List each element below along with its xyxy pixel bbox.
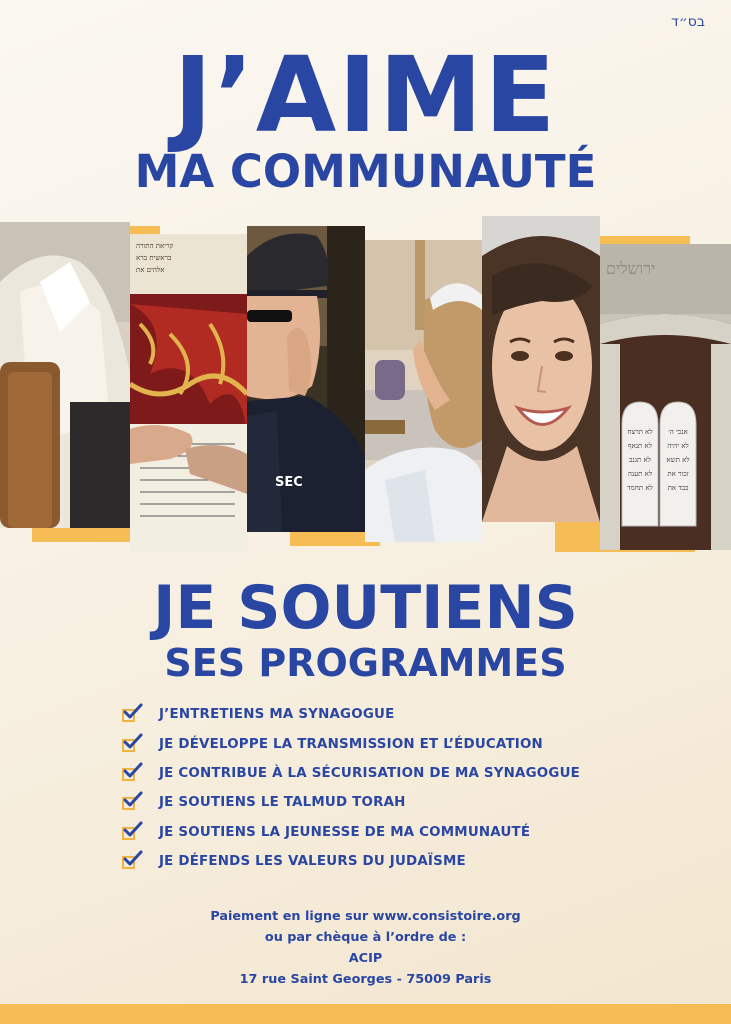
checkbox-check-icon [122,765,139,782]
tablet-left-line: לא תרצח [627,428,653,436]
payment-info [0,906,731,990]
bsd-mark: בס״ד [671,14,705,30]
bottom-accent-bar [0,1004,731,1024]
list-item-label: JE SOUTIENS LA JEUNESSE DE MA COMMUNAUTÉ [159,824,531,840]
main-subtitle: MA COMMUNAUTÉ [134,145,597,198]
student-with-kippah-photo [365,240,482,542]
security-caption: SEC [275,475,303,490]
tablet-right-line: כבד את [667,484,689,492]
tablet-left-line: לא תענה [627,470,653,478]
checkbox-check-icon [122,824,139,841]
checkbox-check-icon [122,736,139,753]
smiling-young-woman-photo [482,216,600,522]
payment-online-text: Paiement en ligne sur www.consistoire.org [210,909,521,924]
tablet-left-line: לא תגנב [629,456,651,464]
checkbox-check-icon [122,706,139,723]
list-item [122,847,580,876]
svg-text:בראשית ברא: בראשית ברא [136,254,172,262]
support-title: JE SOUTIENS [153,573,578,643]
list-item-label: JE SOUTIENS LE TALMUD TORAH [159,795,406,811]
svg-text:ירושלים: ירושלים [606,259,656,278]
tablet-right-line: לא יהיה [667,442,689,450]
list-item-label: JE CONTRIBUE À LA SÉCURISATION DE MA SYNAGOGUE [159,765,581,781]
torah-reading-photo [130,234,247,552]
list-item-label: JE DÉVELOPPE LA TRANSMISSION ET L’ÉDUCATION [159,736,543,752]
svg-text:אלהים את: אלהים את [136,266,165,274]
tablet-right-line: לא תשא [666,456,690,464]
tablet-right-line: אנכי ה׳ [668,428,688,436]
checkbox-check-icon [122,794,139,811]
tablets-of-the-law-photo [600,244,731,550]
list-item [122,700,580,729]
svg-text:קריאת התורה: קריאת התורה [136,242,174,250]
photo-strip [0,212,731,557]
list-item [122,759,580,788]
payee-address: 17 rue Saint Georges - 75009 Paris [239,972,492,987]
list-item [122,818,580,847]
accent-strip [600,236,690,244]
security-guard-photo [247,226,365,532]
list-item-label: JE DÉFENDS LES VALEURS DU JUDAÏSME [159,854,466,870]
tablet-left-line: לא תנאף [627,442,653,450]
tablet-right-line: זכור את [667,470,689,478]
programs-checklist [122,700,580,876]
support-subtitle: SES PROGRAMMES [164,641,567,685]
payee-name: ACIP [348,951,383,966]
prayer-shawl-photo [0,222,130,528]
tablet-left-line: לא תחמד [627,484,653,492]
list-item [122,788,580,817]
list-item-label: J’ENTRETIENS MA SYNAGOGUE [159,707,395,723]
checkbox-check-icon [122,853,139,870]
payment-cheque-text: ou par chèque à l’ordre de : [264,930,467,945]
main-title: J’AIME [173,34,558,156]
list-item [122,729,580,758]
